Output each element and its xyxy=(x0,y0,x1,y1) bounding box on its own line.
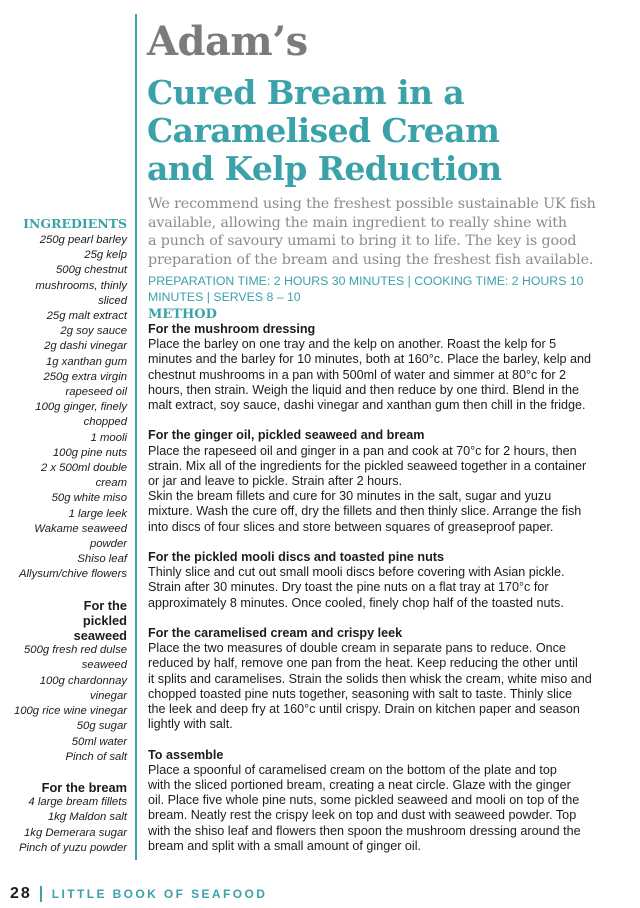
ingredient-item: rapeseed oil xyxy=(65,386,127,399)
method-step-heading: For the ginger oil, pickled seaweed and bream xyxy=(148,428,425,443)
ingredient-item: 25g kelp xyxy=(84,249,127,262)
method-line: bream and split with a small amount of ginger oil. xyxy=(148,838,421,853)
ingredient-item: 2g dashi vinegar xyxy=(44,340,127,353)
pickled-seaweed-heading-line: For the xyxy=(83,597,127,613)
method-step-text xyxy=(148,565,628,611)
ingredient-item: 100g chardonnay xyxy=(39,674,127,687)
intro-line: available, allowing the main ingredient to really shine with xyxy=(148,214,567,231)
times-line: PREPARATION TIME: 2 HOURS 30 MINUTES | COOKING TIME: 2 HOURS 10 xyxy=(148,274,584,288)
method-line: Place the rapeseed oil and ginger in a pan and cook at 70°c for 2 hours, then xyxy=(148,443,577,458)
ingredient-item: 250g pearl barley xyxy=(39,234,127,246)
method-line: with the sliced portioned bream, creating a neat circle. Glaze with the ginger xyxy=(148,778,571,793)
bream-list xyxy=(0,795,127,856)
method-step-text xyxy=(148,444,628,535)
ingredient-item: cream xyxy=(95,477,127,490)
method-line: into discs of four slices and store between squares of greaseproof paper. xyxy=(148,519,554,534)
method-line: or jar and leave to pickle. Strain after 2 hours. xyxy=(148,474,403,489)
method-line: Skin the bream fillets and cure for 30 minutes in the salt, sugar and yuzu xyxy=(148,489,552,504)
ingredient-item: 100g pine nuts xyxy=(52,446,127,459)
ingredient-item: 1kg Demerara sugar xyxy=(24,826,127,839)
pickled-seaweed-list xyxy=(0,643,127,765)
bream-heading: For the bream xyxy=(41,779,127,795)
column-divider xyxy=(135,14,137,860)
ingredients-column xyxy=(0,215,127,856)
ingredient-item: 1 mooli xyxy=(90,431,127,444)
ingredient-item: 50g sugar xyxy=(76,720,127,733)
method-step xyxy=(148,428,628,534)
ingredient-item: Allysum/chive flowers xyxy=(19,568,127,581)
method-line: Strain after 30 minutes. Dry toast the pine nuts on a flat tray at 170°c for xyxy=(148,580,549,595)
method-line: chestnut mushrooms in a pan with 500ml of water and simmer at 80°c for 2 xyxy=(148,367,567,382)
ingredient-item: 1g xanthan gum xyxy=(45,355,127,368)
ingredient-item: Pinch of salt xyxy=(65,750,127,763)
ingredient-item: 2 x 500ml double xyxy=(40,462,127,475)
method-step-heading: To assemble xyxy=(148,747,224,762)
pickled-seaweed-heading xyxy=(0,598,127,644)
pickled-seaweed-heading-line: pickled xyxy=(82,612,127,628)
recipe-title-line: and Kelp Reduction xyxy=(147,149,502,188)
prep-cook-times xyxy=(148,273,618,305)
ingredient-item: Pinch of yuzu powder xyxy=(18,841,127,854)
page-footer xyxy=(10,884,267,904)
method-line: chopped toasted pine nuts together, seasoning with salt to taste. Thinly slice xyxy=(148,686,573,701)
ingredient-item: 1kg Maldon salt xyxy=(47,811,127,824)
intro-paragraph xyxy=(148,195,618,269)
method-line: bream. Neatly rest the crispy leek on top and dust with seaweed powder. Top xyxy=(148,808,577,823)
method-line: hours, then strain. Weigh the liquid and then reduce by one third. Blend in the xyxy=(148,382,580,397)
intro-line: a punch of savoury umami to bring it to life. The key is good xyxy=(148,233,577,250)
method-step-heading: For the caramelised cream and crispy leek xyxy=(148,626,403,641)
method-line: reduced by half, remove one pan from the heat. Keep reducing the other until xyxy=(148,656,578,671)
ingredients-main-list xyxy=(0,233,127,583)
method-line: the leek and deep fry at 160°c until crispy. Drain on kitchen paper and season xyxy=(148,702,580,717)
ingredients-heading: INGREDIENTS xyxy=(23,216,127,231)
ingredient-item: Shiso leaf xyxy=(77,553,127,566)
recipe-title-line: Cured Bream in a xyxy=(147,73,465,112)
intro-line: preparation of the bream and using the freshest fish available. xyxy=(148,251,594,268)
method-line: Place the barley on one tray and the kelp on another. Roast the kelp for 5 xyxy=(148,337,557,352)
method-heading: METHOD xyxy=(148,307,217,322)
method-line: it splits and caramelises. Strain the solids then whisk the cream, white miso and xyxy=(148,671,592,686)
method-step-text xyxy=(148,337,628,413)
ingredient-item: 50ml water xyxy=(71,735,127,748)
method-line: strain. Mix all of the ingredients for the pickled seaweed together in a container xyxy=(148,458,587,473)
recipe-title-line: Caramelised Cream xyxy=(147,111,500,150)
method-step xyxy=(148,322,628,413)
ingredient-item: 100g rice wine vinegar xyxy=(13,705,127,718)
ingredient-item: powder xyxy=(89,538,127,551)
method-line: malt extract, soy sauce, dashi vinegar and xanthan gum then chill in the fridge. xyxy=(148,398,586,413)
ingredient-item: 250g extra virgin xyxy=(43,370,127,383)
method-step-heading: For the pickled mooli discs and toasted pine nuts xyxy=(148,550,444,565)
method-line: approximately 8 minutes. Once cooled, finely chop half of the toasted nuts. xyxy=(148,595,564,610)
method-line: Place a spoonful of caramelised cream on the bottom of the plate and top xyxy=(148,762,557,777)
method-step-heading: For the mushroom dressing xyxy=(148,322,316,336)
method-line: mixture. Wash the cure off, dry the fillets and then thinly slice. Arrange the fish xyxy=(148,504,582,519)
intro-line: We recommend using the freshest possible sustainable UK fish xyxy=(148,196,596,212)
method-line: lightly with salt. xyxy=(148,717,233,732)
pickled-seaweed-heading-line: seaweed xyxy=(73,628,127,644)
book-title: LITTLE BOOK OF SEAFOOD xyxy=(51,887,268,901)
method-line: minutes and the barley for 10 minutes, both at 160°c. Place the barley, kelp and xyxy=(148,352,592,367)
method-step xyxy=(148,748,628,854)
method-step-text xyxy=(148,763,628,854)
method-line: oil. Place five whole pine nuts, some pickled seaweed and mooli on top of the xyxy=(148,793,580,808)
method-section xyxy=(148,322,628,854)
ingredient-item: mushrooms, thinly xyxy=(35,279,127,292)
ingredient-item: sliced xyxy=(98,294,127,307)
method-step xyxy=(148,626,628,732)
method-line: Place the two measures of double cream in separate pans to reduce. Once xyxy=(148,641,566,656)
method-line: Thinly slice and cut out small mooli discs before covering with Asian pickle. xyxy=(148,565,565,580)
recipe-title xyxy=(147,74,627,188)
ingredient-item: 500g chestnut xyxy=(56,264,127,277)
ingredient-item: 25g malt extract xyxy=(46,310,127,323)
page-number: 28 xyxy=(10,885,32,902)
ingredient-item: Wakame seaweed xyxy=(34,522,127,535)
ingredient-item: 500g fresh red dulse xyxy=(24,644,127,657)
method-step xyxy=(148,550,628,611)
method-line: with the shiso leaf and flowers then spoon the mushroom dressing around the xyxy=(148,823,581,838)
ingredient-item: chopped xyxy=(83,416,127,429)
ingredient-item: vinegar xyxy=(89,689,127,702)
times-line: MINUTES | SERVES 8 – 10 xyxy=(148,290,301,304)
ingredient-item: 100g ginger, finely xyxy=(35,401,127,414)
ingredient-item: 4 large bream fillets xyxy=(28,796,127,809)
ingredient-item: 50g white miso xyxy=(51,492,127,505)
ingredient-item: 1 large leek xyxy=(68,507,127,520)
ingredient-item: 2g soy sauce xyxy=(60,325,127,338)
ingredient-item: seaweed xyxy=(81,659,127,672)
footer-divider xyxy=(40,886,42,902)
chef-name: Adam’s xyxy=(147,18,308,65)
method-step-text xyxy=(148,641,628,732)
